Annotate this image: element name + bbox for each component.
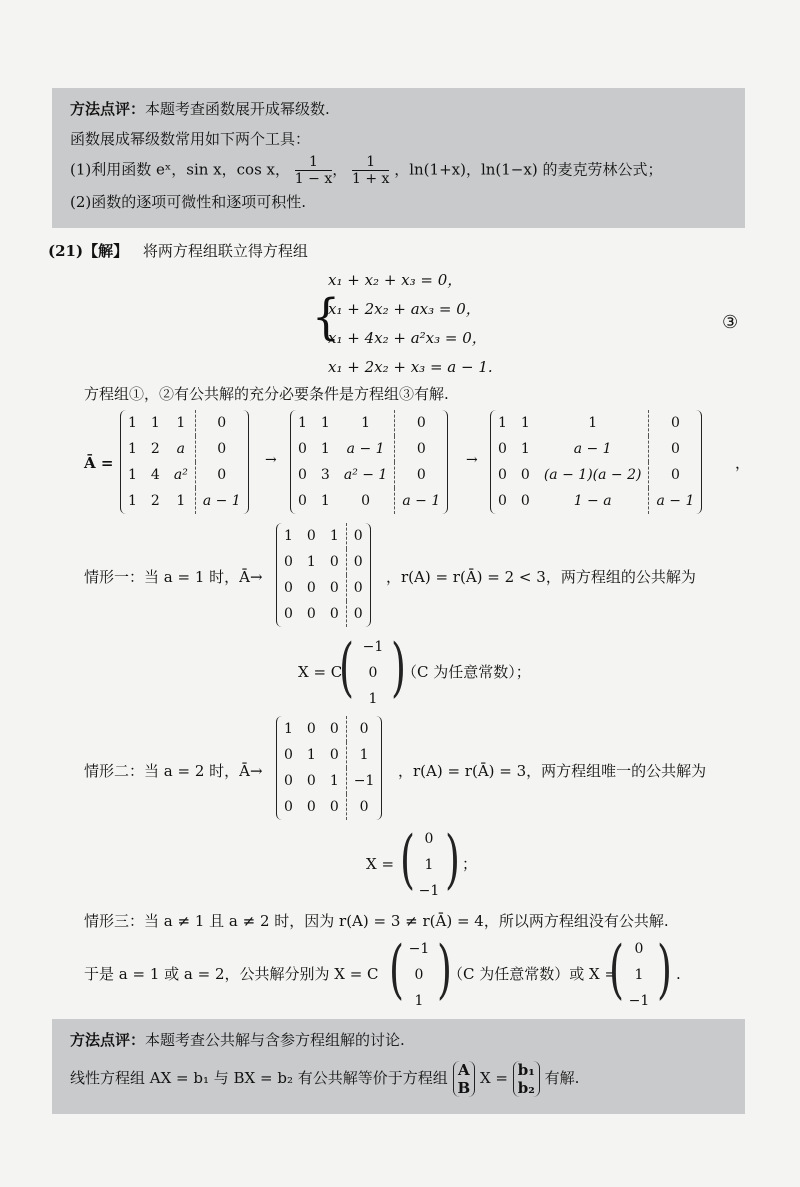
fraction-1-over-1-minus-x: $\frac{1}{1 - x}$ [294, 154, 333, 187]
case2-text: ，r(A) = r(Ā) = 3，两方程组唯一的公共解为 [398, 762, 707, 780]
conclusion-vector1-right-paren: ) [436, 933, 452, 1007]
equation-4: x₁ + 2x₂ + x₃ = a − 1. [328, 358, 493, 376]
case2-solution-suffix: ； [462, 855, 478, 873]
case2-matrix: 1 0 0 0 0 1 0 1 0 0 1 −1 0 0 0 0 [276, 716, 382, 820]
augmented-matrix-3: 1 1 1 0 0 1 a − 1 0 0 0 (a − 1)(a − 2) 0 0 0 1 − a a − 1 [490, 410, 702, 514]
conclusion-vector1-left-paren: ( [388, 933, 404, 1007]
method-note-box-2 [52, 1019, 745, 1114]
solution-header [48, 240, 308, 262]
note2-line2 [70, 1061, 727, 1097]
conclusion-middle: （C 为任意常数）或 X = [448, 965, 618, 983]
case1-vector-left-paren: ( [338, 631, 354, 705]
note1-line2: 函数展成幂级数常用如下两个工具： [70, 130, 311, 148]
case2-vector-right-paren: ) [444, 823, 460, 897]
solution-intro: 将两方程组联立得方程组 [142, 242, 308, 260]
conclusion-vector2-left-paren: ( [608, 933, 624, 1007]
note1-line1 [70, 94, 727, 124]
note2-line2-mid: X = [479, 1069, 508, 1087]
condition-text: 方程组①，②有公共解的充分必要条件是方程组③有解. [84, 385, 449, 403]
note2-line1 [70, 1025, 727, 1055]
case1-solution-prefix: X = C [298, 663, 343, 681]
conclusion-vector-2: 0 1 −1 [628, 941, 650, 1009]
equation-2: x₁ + 2x₂ + ax₃ = 0， [328, 300, 481, 318]
case2-vector-left-paren: ( [399, 823, 415, 897]
fraction-1-over-1-plus-x: $\frac{1}{1 + x}$ [352, 154, 390, 187]
equation-3: x₁ + 4x₂ + a²x₃ = 0， [328, 329, 487, 347]
equation-1: x₁ + x₂ + x₃ = 0， [328, 271, 463, 289]
note1-intro: 本题考查函数展开成幂级数. [145, 100, 330, 118]
note2-line2-suffix: 有解. [544, 1069, 580, 1087]
method-note-box-1 [52, 88, 745, 228]
stacked-vector-b: b₁ b₂ [513, 1061, 540, 1097]
case2-solution-prefix: X = [366, 855, 395, 873]
conclusion-vector2-right-paren: ) [656, 933, 672, 1007]
note1-line3-suffix: ，ln(1+x)，ln(1−x) 的麦克劳林公式； [394, 160, 663, 179]
case1-vector: −1 0 1 [362, 639, 384, 707]
note1-line3: (1)利用函数 eˣ，sin x，cos x， $\frac{1}{1 - x}$ ， $\frac{1}{1 + x}$ ，ln(1+x)，ln(1−x) 的麦克劳林公式； [70, 154, 663, 187]
stacked-matrix-AB: A B [453, 1061, 476, 1097]
case1-vector-right-paren: ) [390, 631, 406, 705]
conclusion-prefix: 于是 a = 1 或 a = 2，公共解分别为 X = C [84, 965, 379, 983]
matrix-comma: ， [735, 454, 751, 472]
arrow-1: → [265, 452, 277, 468]
note2-title: 方法点评： [70, 1031, 146, 1049]
note2-line2-prefix: 线性方程组 AX = b₁ 与 BX = b₂ 有公共解等价于方程组 [70, 1069, 448, 1087]
case2-prefix: 情形二：当 a = 2 时，Ā→ [84, 762, 263, 780]
case1-prefix: 情形一：当 a = 1 时，Ā→ [84, 568, 263, 586]
augmented-matrix-1: 1 1 1 0 1 2 a 0 1 4 a² 0 1 2 1 a − 1 [120, 410, 249, 514]
note1-line4: (2)函数的逐项可微性和逐项可积性. [70, 193, 307, 211]
arrow-2: → [466, 452, 478, 468]
augmented-matrix-label: Ā = [84, 454, 114, 472]
conclusion-vector-1: −1 0 1 [408, 941, 430, 1009]
solution-label: (21)【解】 [48, 242, 129, 260]
system-brace: { [312, 289, 340, 346]
note1-line3-prefix: (1)利用函数 eˣ，sin x，cos x， [70, 160, 290, 179]
case1-text: ，r(A) = r(Ā) = 2 < 3，两方程组的公共解为 [386, 568, 696, 586]
conclusion-end: . [676, 965, 681, 983]
note1-title: 方法点评： [70, 100, 146, 118]
note2-intro: 本题考查公共解与含参方程组解的讨论. [145, 1031, 405, 1049]
case1-matrix: 1 0 1 0 0 1 0 0 0 0 0 0 0 0 0 0 [276, 523, 371, 627]
system-label: ③ [722, 312, 739, 333]
case3-text: 情形三：当 a ≠ 1 且 a ≠ 2 时，因为 r(A) = 3 ≠ r(Ā) = 4，所以两方程组没有公共解. [84, 912, 669, 930]
case1-solution-suffix: （C 为任意常数）； [402, 663, 531, 681]
augmented-matrix-2: 1 1 1 0 0 1 a − 1 0 0 3 a² − 1 0 0 1 0 a − 1 [290, 410, 448, 514]
case2-vector: 0 1 −1 [418, 831, 440, 899]
equation-system [328, 266, 493, 382]
